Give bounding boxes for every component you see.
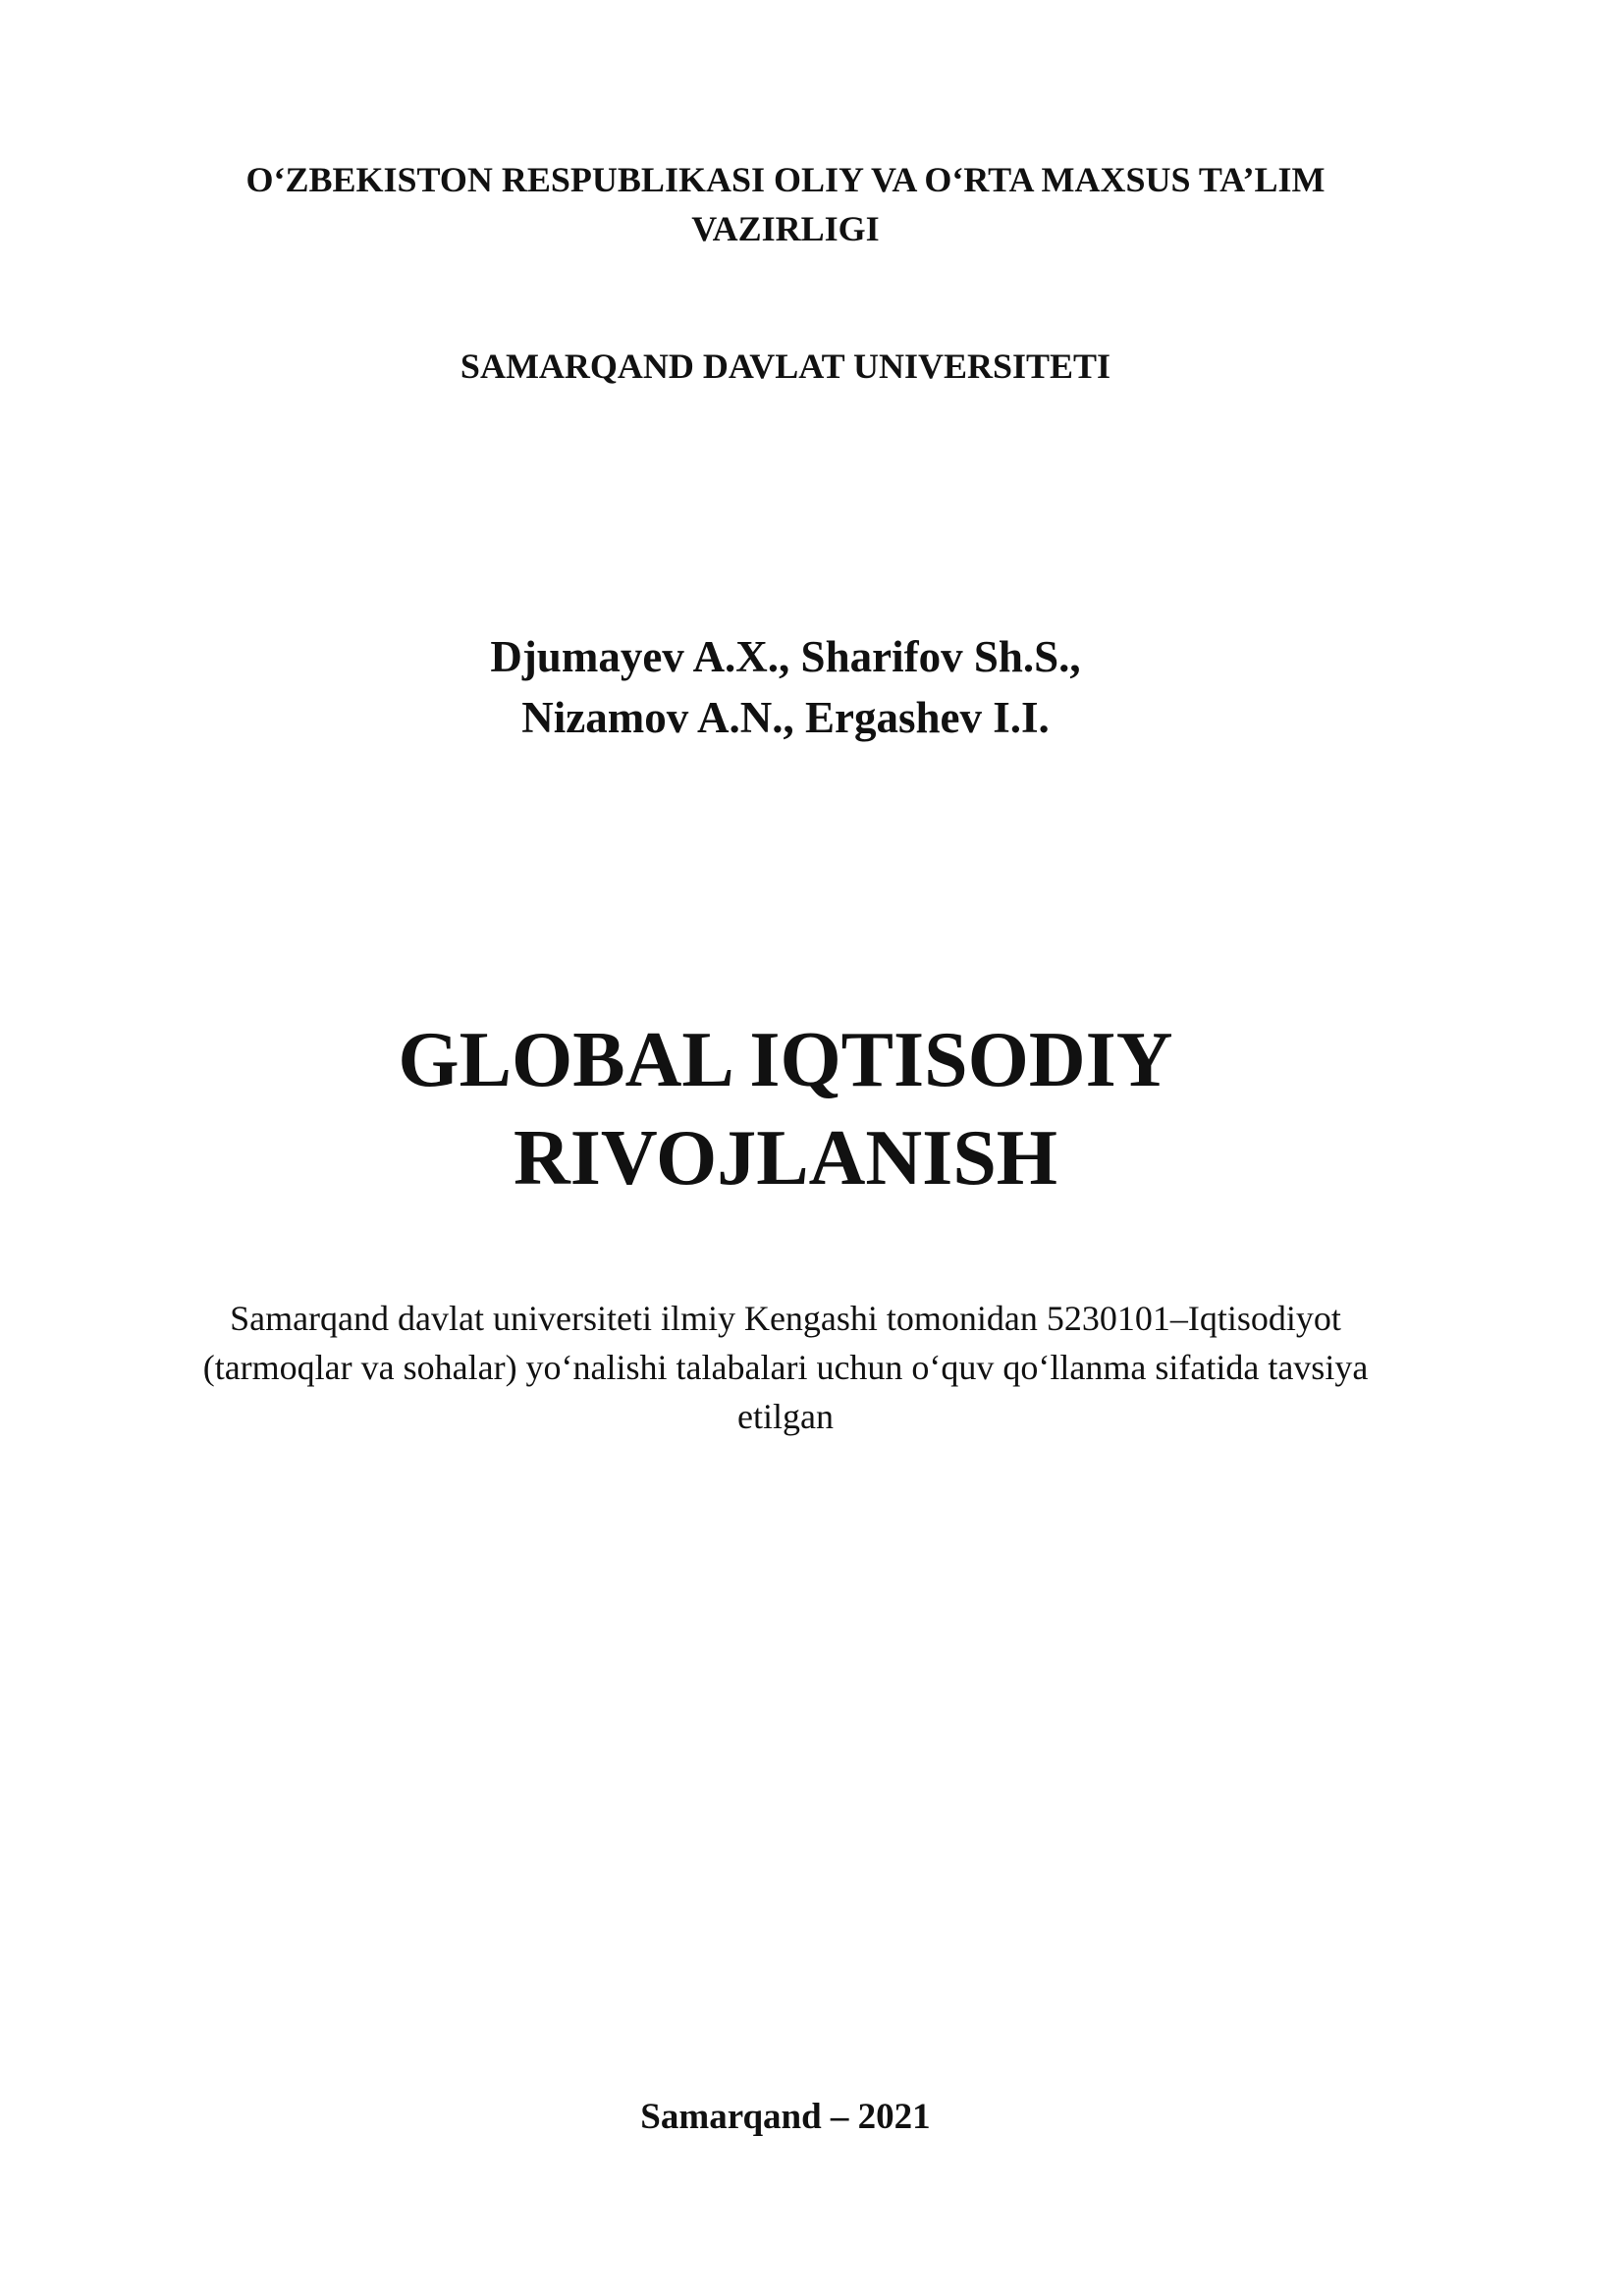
recommendation-line-1: Samarqand davlat universiteti ilmiy Kengashi tomonidan 5230101–Iqtisodiyot <box>230 1299 1341 1338</box>
authors-line-2: Nizamov A.N., Ergashev I.I. <box>521 693 1050 742</box>
recommendation-line-2: (tarmoqlar va sohalar) yo‘nalishi talabalari uchun o‘quv qo‘llanma sifatida tavsiya <box>202 1348 1369 1387</box>
book-title-line-1: GLOBAL IQTISODIY <box>398 1017 1173 1103</box>
recommendation-line-3: etilgan <box>737 1397 834 1436</box>
authors-block <box>0 626 1571 748</box>
ministry-line-1: O‘ZBEKISTON RESPUBLIKASI OLIY VA O‘RTA MAXSUS TA’LIM <box>245 160 1326 199</box>
ministry-line-2: VAZIRLIGI <box>691 209 880 248</box>
place-year: Samarqand – 2021 <box>640 2097 931 2137</box>
book-title-line-2: RIVOJLANISH <box>513 1115 1058 1201</box>
university-name: SAMARQAND DAVLAT UNIVERSITETI <box>460 347 1111 386</box>
ministry-heading <box>0 155 1571 253</box>
recommendation-note <box>0 1294 1571 1441</box>
authors-line-1: Djumayev A.X., Sharifov Sh.S., <box>490 632 1081 681</box>
book-title <box>0 1011 1571 1207</box>
